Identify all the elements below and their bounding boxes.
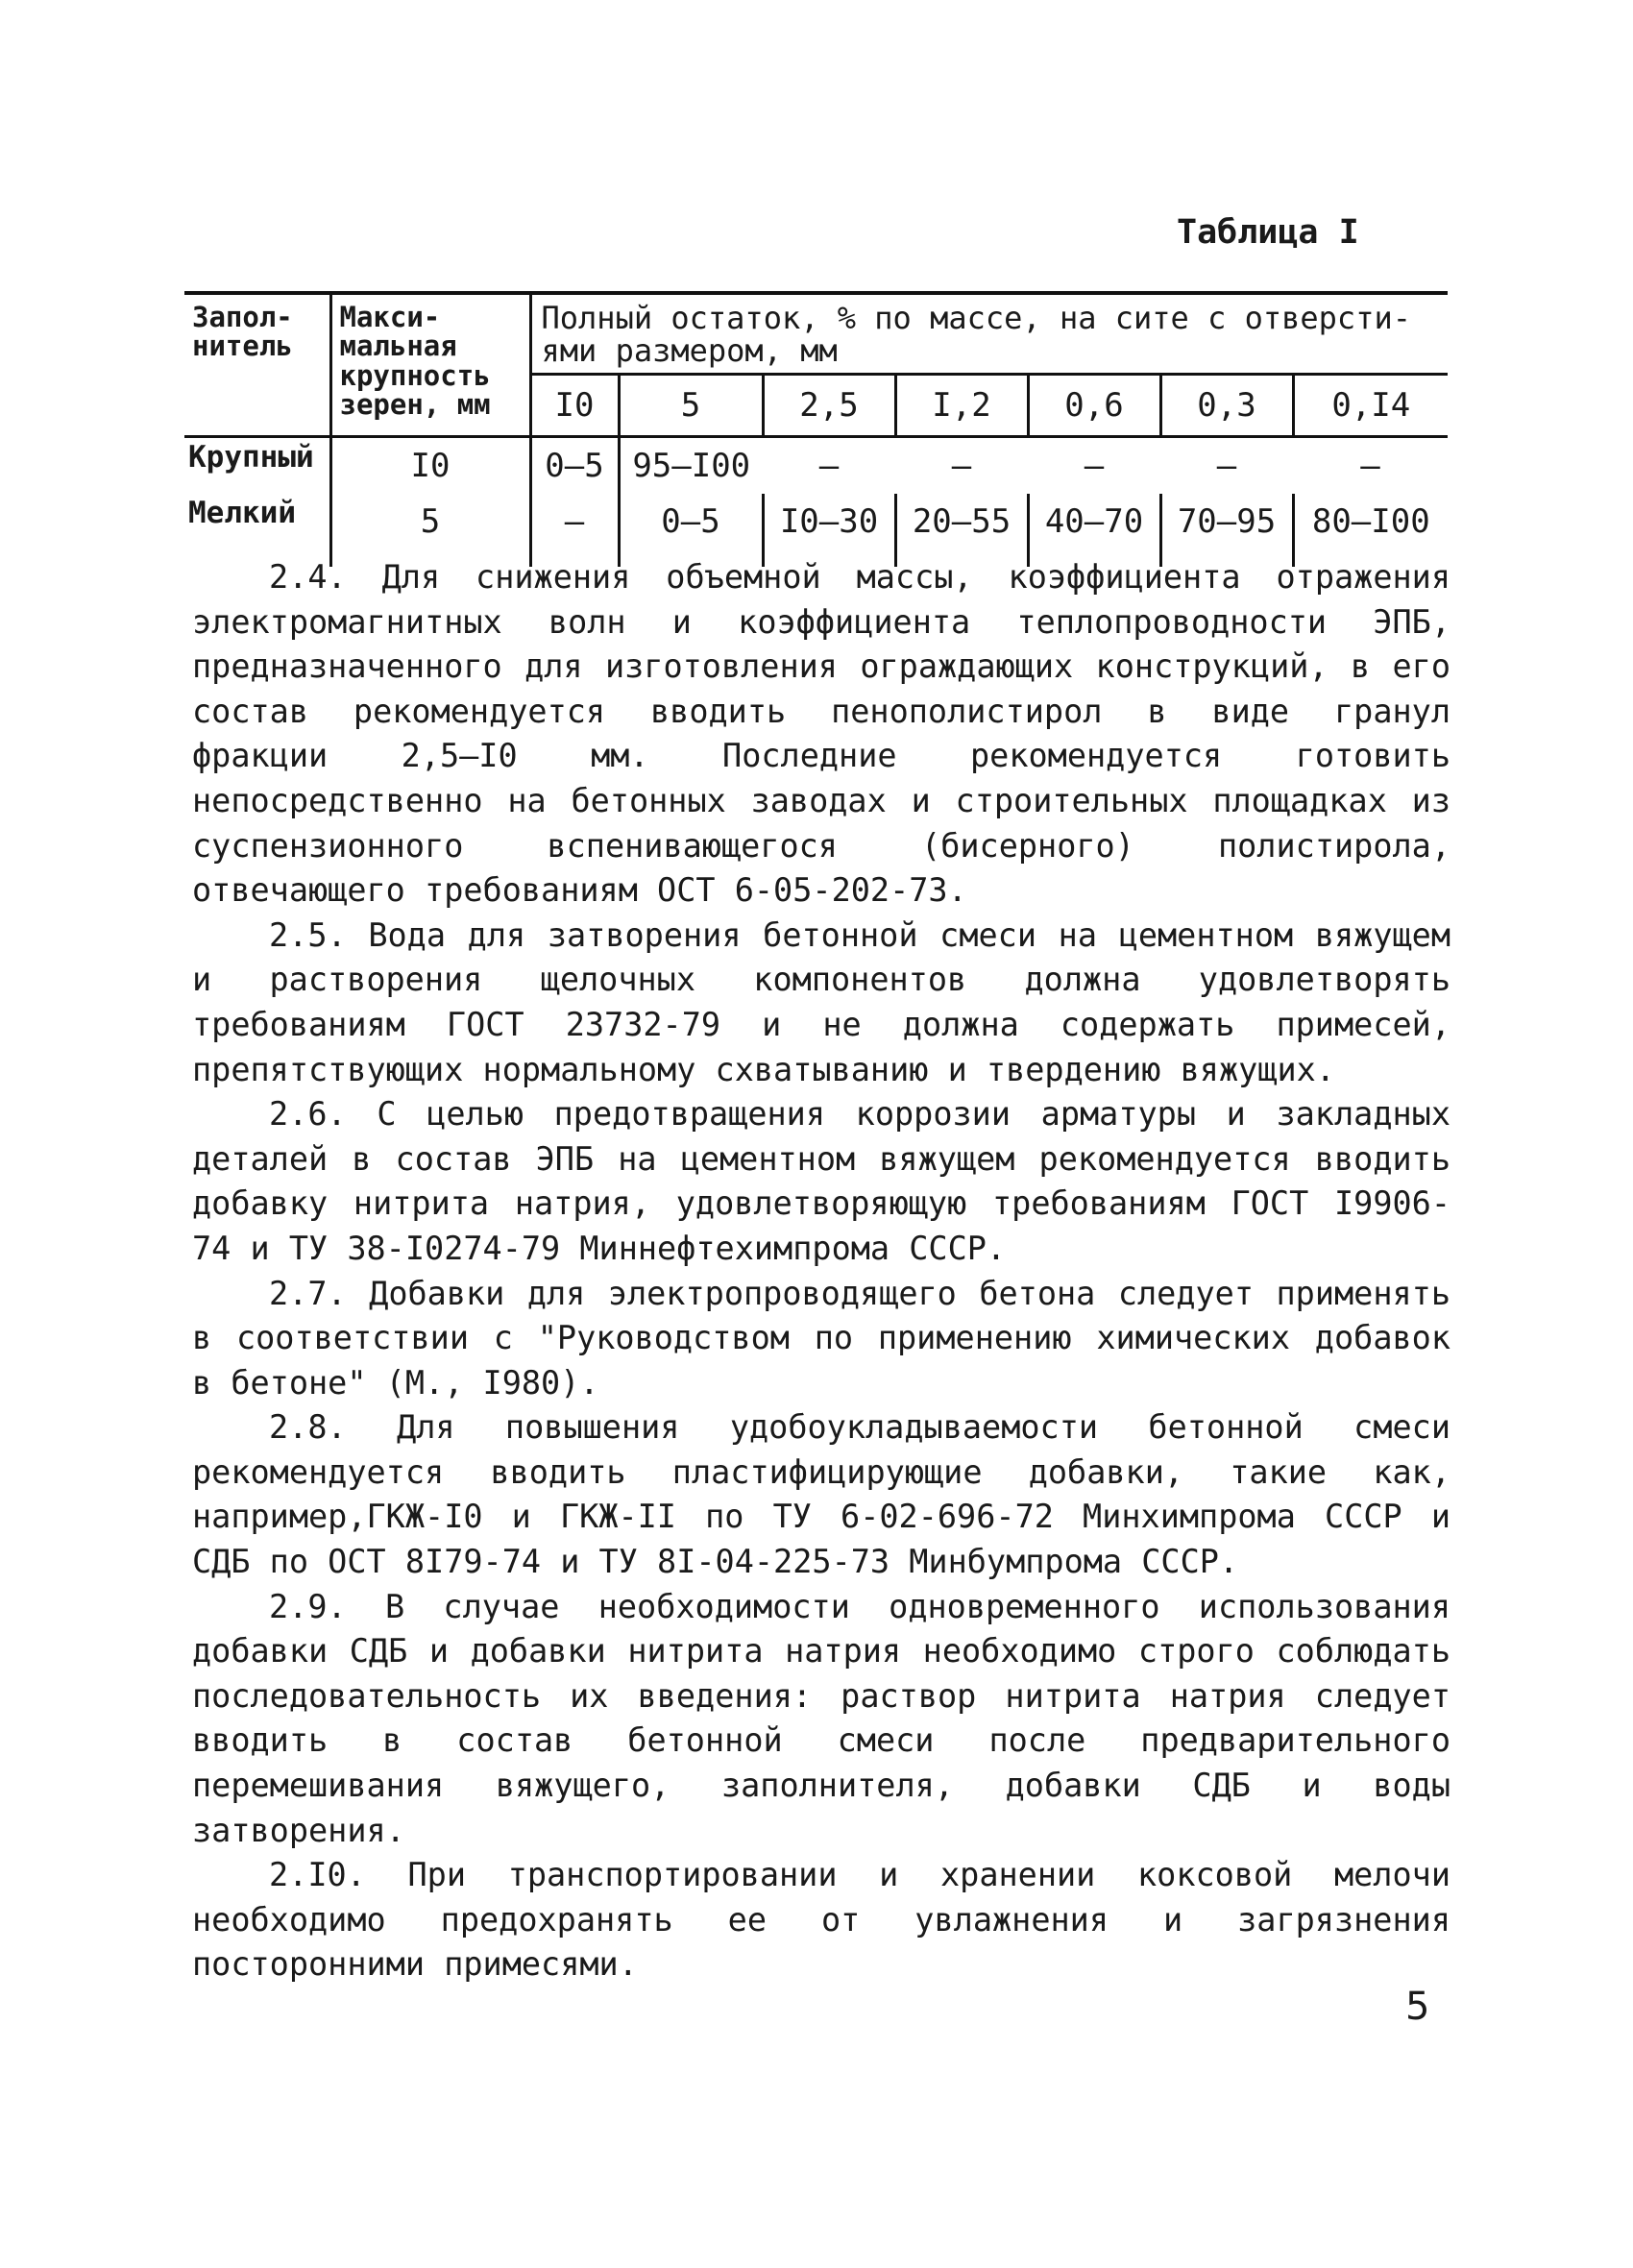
sieve-size: 0,3	[1160, 375, 1293, 437]
paragraph-text: 2.7. Добавки для электропроводящего бетона следует применять в соответствии с "Руководством по применению химических добавок в бетоне" (М., I980).	[192, 1274, 1450, 1402]
sieve-size: I0	[530, 375, 619, 437]
paragraph-2-5	[192, 914, 1450, 1092]
row-max-size: 5	[330, 494, 530, 549]
table-cell: –	[530, 494, 619, 549]
header-aggregate: Запол- нитель	[184, 293, 330, 437]
table-cell: –	[1360, 447, 1380, 486]
paragraph-text: 2.6. С целью предотвращения коррозии арматуры и закладных деталей в состав ЭПБ на цементном вяжущем рекомендуется вводить добавку нитрита натрия, удовлетворяющую требованиям ГОСТ I9906-74 и ТУ 38-I0274-79 Миннефтехимпрома СССР.	[192, 1095, 1450, 1267]
paragraph-text: 2.8. Для повышения удобоукладываемости бетонной смеси рекомендуется вводить пластифицирующие добавки, такие как, например,ГКЖ-I0 и ГКЖ-II по ТУ 6-02-696-72 Минхимпрома СССР и СДБ по ОСТ 8I79-74 и ТУ 8I-04-225-73 Минбумпрома СССР.	[192, 1408, 1450, 1581]
aggregate-grading-table	[184, 291, 1448, 567]
paragraph-2-4	[192, 555, 1450, 914]
sieve-size: 5	[619, 375, 763, 437]
table-row	[184, 437, 1448, 495]
table-header-row-1	[184, 293, 1448, 375]
paragraph-2-10	[192, 1853, 1450, 1988]
paragraph-text: 2.I0. При транспортировании и хранении коксовой мелочи необходимо предохранять ее от увлажнения и загрязнения посторонними примесями.	[192, 1856, 1450, 1984]
row-aggregate-name: Мелкий	[188, 496, 296, 531]
page-number: 5	[1405, 1985, 1430, 2029]
table-cell: –	[818, 447, 840, 486]
paragraph-2-8	[192, 1405, 1450, 1584]
paragraph-text: 2.5. Вода для затворения бетонной смеси на цементном вяжущем и растворения щелочных компонентов должна удовлетворять требованиям ГОСТ 23732-79 и не должна содержать примесей, препятствующих нормальному схватыванию и твердению вяжущих.	[192, 915, 1450, 1088]
sieve-size: 2,5	[763, 375, 895, 437]
paragraph-2-9	[192, 1585, 1450, 1854]
table-cell: –	[1216, 447, 1237, 486]
table-cell: 40–70	[1028, 494, 1160, 549]
table-cell: –	[951, 447, 972, 486]
table-row	[184, 494, 1448, 549]
table-cell: 95–I00	[619, 437, 763, 495]
header-max-size: Макси- мальная крупность зерен, мм	[330, 293, 530, 437]
table-cell: I0–30	[763, 494, 895, 549]
body-text	[192, 555, 1450, 1988]
table-cell: 0–5	[530, 437, 619, 495]
table-caption: Таблица I	[1177, 213, 1359, 252]
table-cell: 80–I00	[1293, 494, 1448, 549]
paragraph-2-6	[192, 1092, 1450, 1271]
paragraph-text: 2.9. В случае необходимости одновременного использования добавки СДБ и добавки нитрита натрия необходимо строго соблюдать последовательность их введения: раствор нитрита натрия следует вводить в состав бетонной смеси после предварительного перемешивания вяжущего, заполнителя, добавки СДБ и воды затворения.	[192, 1587, 1450, 1849]
table-cell: –	[1084, 447, 1105, 486]
table-cell: 70–95	[1160, 494, 1293, 549]
row-aggregate-name: Крупный	[188, 440, 314, 476]
sieve-size: I,2	[895, 375, 1028, 437]
table-cell: 20–55	[895, 494, 1028, 549]
row-max-size: I0	[330, 437, 530, 495]
table-cell: 0–5	[619, 494, 763, 549]
sieve-size: 0,I4	[1293, 375, 1448, 437]
aggregate-table-wrapper	[184, 291, 1448, 567]
paragraph-text: 2.4. Для снижения объемной массы, коэффициента отражения электромагнитных волн и коэффициента теплопроводности ЭПБ, предназначенного для изготовления ограждающих конструкций, в его состав рекомендуется вводить пенополистирол в виде гранул фракции 2,5–I0 мм. Последние рекомендуется готовить непосредственно на бетонных заводах и строительных площадках из суспензионного вспенивающегося (бисерного) полистирола, отвечающего требованиям ОСТ 6-05-202-73.	[192, 558, 1450, 910]
paragraph-2-7	[192, 1272, 1450, 1406]
header-residue: Полный остаток, % по массе, на сите с отверсти- ями размером, мм	[530, 293, 1448, 375]
sieve-size: 0,6	[1028, 375, 1160, 437]
